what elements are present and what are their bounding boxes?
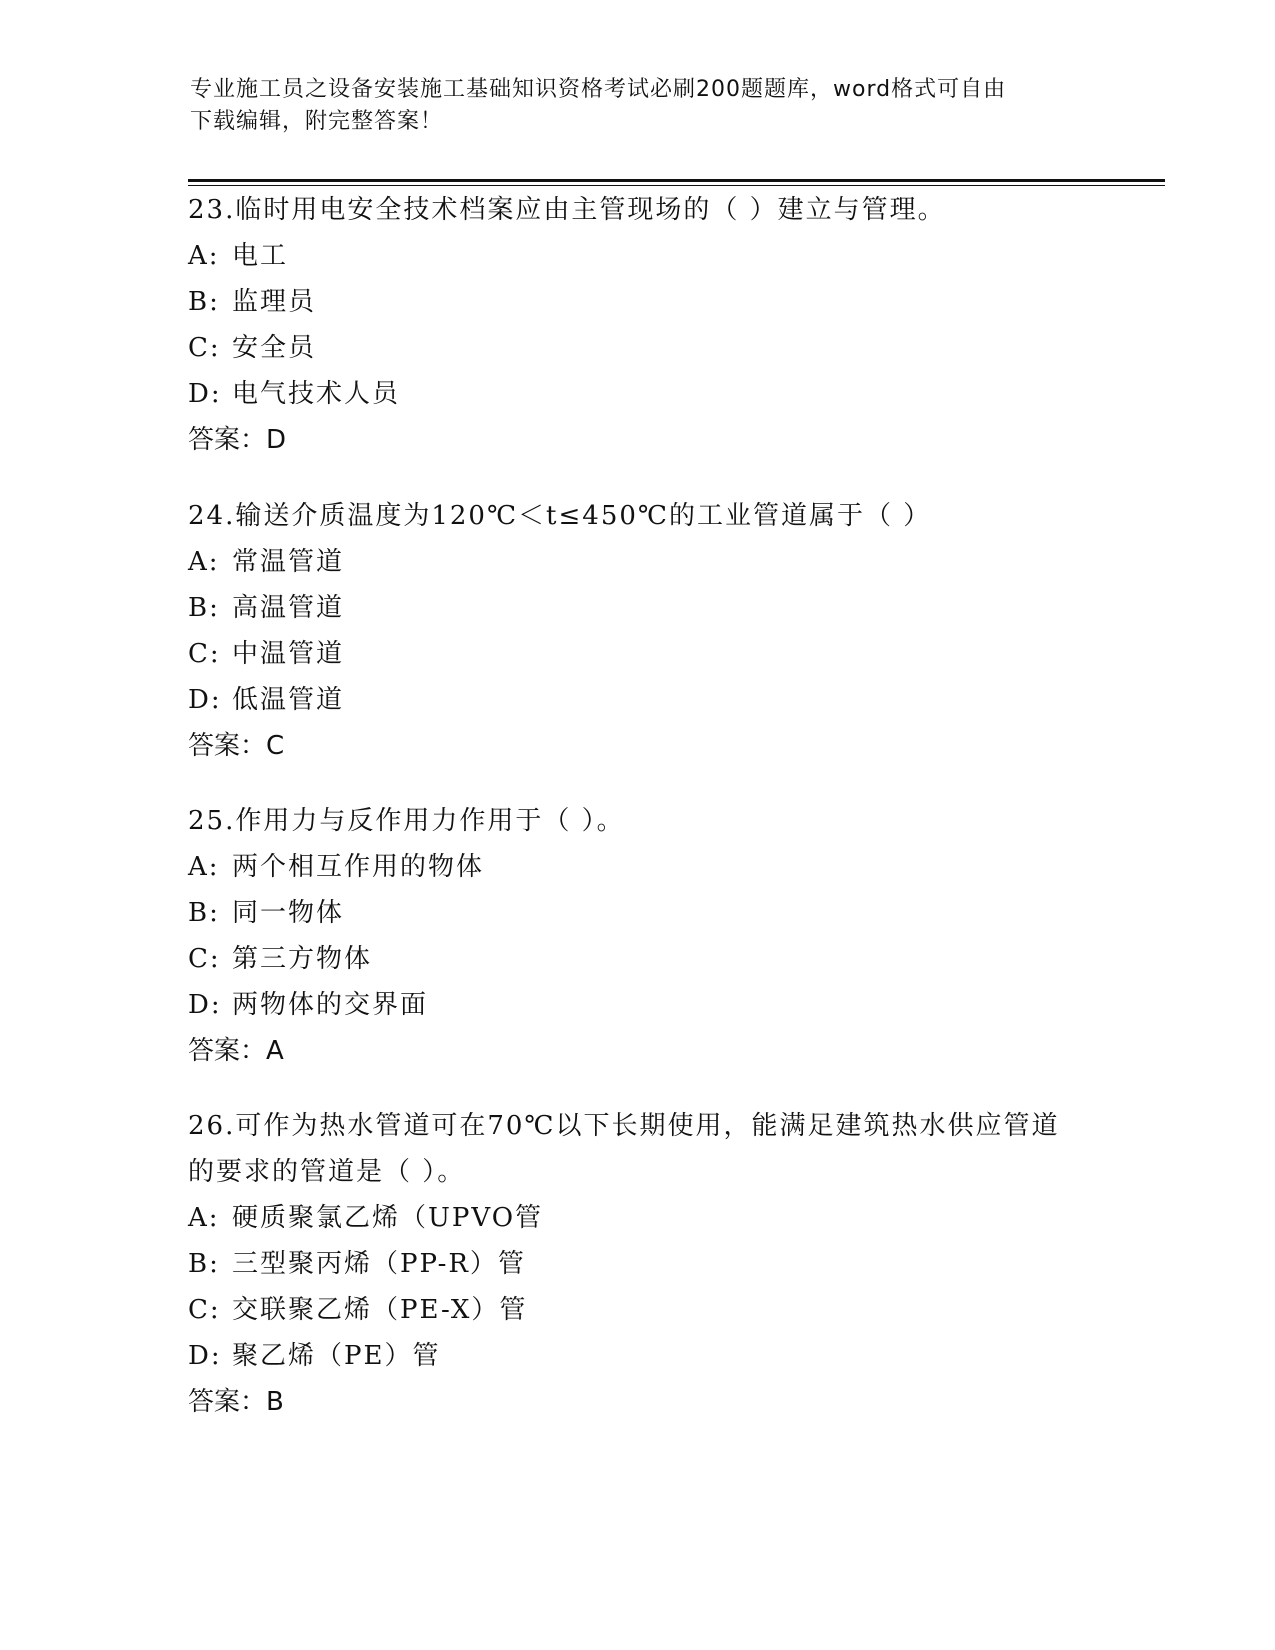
option-key: D: bbox=[188, 685, 222, 715]
option-d bbox=[188, 371, 1088, 417]
option-key: A: bbox=[188, 1203, 220, 1233]
option-b bbox=[188, 279, 1088, 325]
option-text: 三型聚丙烯（PP-R）管 bbox=[232, 1249, 526, 1279]
option-text: 常温管道 bbox=[232, 547, 345, 577]
question-stem: 25.作用力与反作用力作用于（ ）。 bbox=[188, 806, 625, 836]
question-stem: 24.输送介质温度为120℃＜t≤450℃的工业管道属于（ ） bbox=[188, 501, 932, 531]
option-text: 第三方物体 bbox=[232, 944, 373, 974]
option-d bbox=[188, 1333, 1088, 1379]
answer-line: 答案：C bbox=[188, 731, 285, 761]
option-key: B: bbox=[188, 898, 220, 928]
option-text: 交联聚乙烯（PE-X）管 bbox=[232, 1295, 528, 1325]
option-key: B: bbox=[188, 287, 220, 317]
option-c bbox=[188, 936, 1088, 982]
option-key: B: bbox=[188, 1249, 220, 1279]
header-line-2: 下载编辑，附完整答案！ bbox=[190, 109, 444, 134]
option-a bbox=[188, 539, 1088, 585]
question-23 bbox=[188, 187, 1088, 463]
document-header bbox=[190, 74, 1090, 138]
option-d bbox=[188, 677, 1088, 723]
option-key: D: bbox=[188, 990, 222, 1020]
option-key: A: bbox=[188, 241, 220, 271]
option-text: 中温管道 bbox=[232, 639, 345, 669]
question-26 bbox=[188, 1103, 1088, 1425]
answer-line: 答案：D bbox=[188, 425, 287, 455]
option-text: 高温管道 bbox=[232, 593, 345, 623]
option-key: A: bbox=[188, 547, 220, 577]
option-text: 硬质聚氯乙烯（UPVO管 bbox=[232, 1203, 544, 1233]
option-b bbox=[188, 585, 1088, 631]
option-text: 聚乙烯（PE）管 bbox=[232, 1341, 441, 1371]
option-c bbox=[188, 631, 1088, 677]
header-divider-thick bbox=[188, 179, 1165, 182]
option-key: C: bbox=[188, 944, 221, 974]
option-text: 低温管道 bbox=[232, 685, 345, 715]
header-divider-thin bbox=[188, 185, 1165, 186]
option-key: A: bbox=[188, 852, 220, 882]
header-line-1: 专业施工员之设备安装施工基础知识资格考试必刷200题题库，word格式可自由 bbox=[190, 77, 1007, 102]
option-d bbox=[188, 982, 1088, 1028]
option-b bbox=[188, 890, 1088, 936]
question-stem: 26.可作为热水管道可在70℃以下长期使用，能满足建筑热水供应管道 bbox=[188, 1111, 1060, 1141]
option-key: C: bbox=[188, 333, 221, 363]
answer-line: 答案：B bbox=[188, 1387, 284, 1417]
option-text: 同一物体 bbox=[232, 898, 345, 928]
option-text: 电工 bbox=[232, 241, 289, 271]
option-text: 电气技术人员 bbox=[232, 379, 401, 409]
option-key: C: bbox=[188, 639, 221, 669]
question-24 bbox=[188, 493, 1088, 769]
option-key: C: bbox=[188, 1295, 221, 1325]
option-a bbox=[188, 1195, 1088, 1241]
question-stem-continued: 的要求的管道是（ ）。 bbox=[188, 1157, 466, 1187]
option-text: 监理员 bbox=[232, 287, 317, 317]
option-text: 两个相互作用的物体 bbox=[232, 852, 485, 882]
answer-line: 答案：A bbox=[188, 1036, 284, 1066]
question-25 bbox=[188, 798, 1088, 1074]
option-c bbox=[188, 325, 1088, 371]
option-c bbox=[188, 1287, 1088, 1333]
option-text: 安全员 bbox=[232, 333, 317, 363]
option-key: D: bbox=[188, 379, 222, 409]
option-key: B: bbox=[188, 593, 220, 623]
option-text: 两物体的交界面 bbox=[232, 990, 429, 1020]
question-stem: 23.临时用电安全技术档案应由主管现场的（ ）建立与管理。 bbox=[188, 195, 946, 225]
option-b bbox=[188, 1241, 1088, 1287]
option-a bbox=[188, 233, 1088, 279]
option-a bbox=[188, 844, 1088, 890]
option-key: D: bbox=[188, 1341, 222, 1371]
